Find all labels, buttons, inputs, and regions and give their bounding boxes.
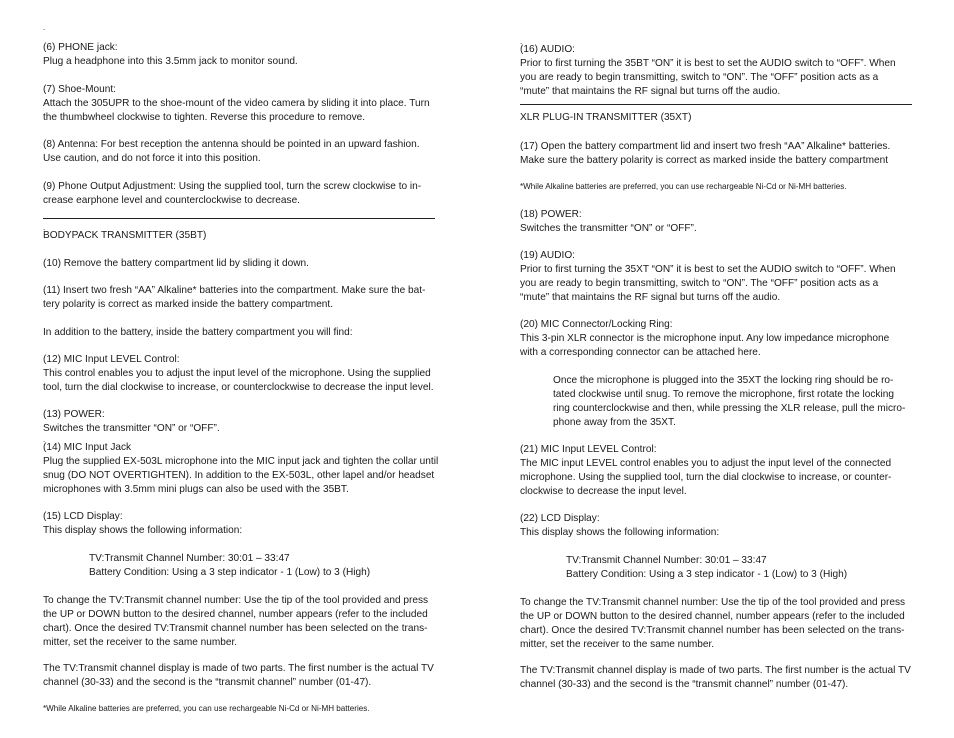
batteries-section	[520, 140, 912, 168]
lcd-section	[43, 510, 435, 538]
channel-display-section	[520, 664, 912, 692]
text-line: Switches the transmitter “ON” or “OFF”.	[43, 423, 220, 434]
text-line: The TV:Transmit channel display is made of two parts. The first number is the actual TV	[43, 663, 434, 674]
text-line: channel (30-33) and the second is the “transmit channel” number (01-47).	[43, 677, 372, 688]
shoe-mount-section	[43, 83, 435, 125]
text-line: chart). Once the desired TV:Transmit channel number has been selected on the trans-	[520, 625, 905, 636]
text-line: “mute” that maintains the RF signal but turns off the audio.	[520, 86, 781, 97]
text-line: crease earphone level and counterclockwise to decrease.	[43, 195, 300, 206]
text-line: clockwise to decrease the input level.	[520, 486, 687, 497]
in-addition-text: In addition to the battery, inside the battery compartment you will find:	[43, 327, 353, 338]
text-line: This display shows the following information:	[43, 525, 243, 536]
page-mark: .	[43, 223, 46, 232]
text-line: chart). Once the desired TV:Transmit channel number has been selected on the trans-	[43, 623, 428, 634]
text-line: (11) Insert two fresh “AA” Alkaline* batteries into the compartment. Make sure the bat-	[43, 285, 426, 296]
page-mark: .	[520, 37, 523, 46]
mic-jack-section	[43, 441, 439, 497]
text-line: Plug a headphone into this 3.5mm jack to monitor sound.	[43, 56, 298, 67]
text-line: mitter, set the receiver to the same number.	[43, 637, 238, 648]
text-line: TV:Transmit Channel Number: 30:01 – 33:47	[566, 555, 767, 566]
footnote: *While Alkaline batteries are preferred, you can use rechargeable Ni-Cd or Ni-MH batteries.	[43, 704, 370, 713]
section-divider	[43, 218, 435, 219]
text-line: Battery Condition: Using a 3 step indicator - 1 (Low) to 3 (High)	[566, 569, 848, 580]
text-line: you are ready to begin transmitting, switch to “ON”. The “OFF” position acts as a	[520, 72, 879, 83]
section-title: XLR PLUG-IN TRANSMITTER (35XT)	[520, 112, 692, 123]
text-line: “mute” that maintains the RF signal but turns off the audio.	[520, 292, 781, 303]
footnote: *While Alkaline batteries are preferred, you can use rechargeable Ni-Cd or Ni-MH batteries.	[520, 182, 847, 191]
mic-connector-section	[520, 318, 912, 360]
text-line: The TV:Transmit channel display is made of two parts. The first number is the actual TV	[520, 665, 911, 676]
mic-connector-note	[553, 374, 912, 430]
power-section	[520, 208, 912, 236]
text-line: Once the microphone is plugged into the 35XT the locking ring should be ro-	[553, 375, 894, 386]
text-line: the UP or DOWN button to the desired channel, number appears (refer to the included	[520, 611, 905, 622]
lcd-info	[89, 552, 435, 580]
text-line: This control enables you to adjust the input level of the microphone. Using the supplied	[43, 368, 431, 379]
heading: (13) POWER:	[43, 409, 105, 420]
text-line: TV:Transmit Channel Number: 30:01 – 33:47	[89, 553, 290, 564]
text-line: microphones with 3.5mm mini plugs can also be used with the 35BT.	[43, 484, 349, 495]
heading: (6) PHONE jack:	[43, 42, 118, 53]
text-line: Attach the 305UPR to the shoe-mount of the video camera by sliding it into place. Turn	[43, 98, 430, 109]
lcd-info	[566, 554, 912, 582]
text-line: you are ready to begin transmitting, switch to “ON”. The “OFF” position acts as a	[520, 278, 879, 289]
text-line: Prior to first turning the 35BT “ON” it is best to set the AUDIO switch to “OFF”. When	[520, 58, 896, 69]
audio-section	[520, 43, 912, 99]
text-line: tated clockwise until snug. To remove the microphone, first rotate the locking	[553, 389, 894, 400]
text-line: with a corresponding connector can be attached here.	[520, 347, 761, 358]
text-line: snug (DO NOT OVERTIGHTEN). In addition to the EX-503L, other lapel and/or headset	[43, 470, 435, 481]
section-title: BODYPACK TRANSMITTER (35BT)	[43, 230, 207, 241]
phone-jack-section	[43, 41, 435, 69]
page-mark: .	[43, 435, 46, 444]
mic-level-section	[520, 443, 912, 499]
heading: (19) AUDIO:	[520, 250, 575, 261]
text-line: To change the TV:Transmit channel number: Use the tip of the tool provided and press	[43, 595, 429, 606]
text-line: Plug the supplied EX-503L microphone into the MIC input jack and tighten the collar until	[43, 456, 439, 467]
text-line: tery polarity is correct as marked inside the battery compartment.	[43, 299, 334, 310]
change-channel-section	[43, 594, 435, 650]
text-line: Use caution, and do not force it into this position.	[43, 153, 261, 164]
text-line: (9) Phone Output Adjustment: Using the supplied tool, turn the screw clockwise to in-	[43, 181, 422, 192]
heading: (18) POWER:	[520, 209, 582, 220]
battery-lid-text: (10) Remove the battery compartment lid by sliding it down.	[43, 258, 309, 269]
text-line: Prior to first turning the 35XT “ON” it is best to set the AUDIO switch to “OFF”. When	[520, 264, 896, 275]
power-section	[43, 408, 435, 436]
text-line: tool, turn the dial clockwise to increase, or counterclockwise to decrease the input level.	[43, 382, 434, 393]
text-line: To change the TV:Transmit channel number: Use the tip of the tool provided and press	[520, 597, 906, 608]
section-divider	[520, 104, 912, 105]
text-line: (8) Antenna: For best reception the antenna should be pointed in an upward fashion.	[43, 139, 420, 150]
text-line: the thumbwheel clockwise to tighten. Reverse this procedure to remove.	[43, 112, 366, 123]
text-line: ring counterclockwise and then, while pressing the XLR release, pull the micro-	[553, 403, 906, 414]
heading: (7) Shoe-Mount:	[43, 84, 116, 95]
heading: (14) MIC Input Jack	[43, 442, 132, 453]
change-channel-section	[520, 596, 912, 652]
text-line: This 3-pin XLR connector is the microphone input. Any low impedance microphone	[520, 333, 890, 344]
heading: (21) MIC Input LEVEL Control:	[520, 444, 657, 455]
text-line: Make sure the battery polarity is correct as marked inside the battery compartment	[520, 155, 889, 166]
text-line: Switches the transmitter “ON” or “OFF”.	[520, 223, 697, 234]
text-line: microphone. Using the supplied tool, turn the dial clockwise to increase, or counter-	[520, 472, 892, 483]
text-line: This display shows the following information:	[520, 527, 720, 538]
channel-display-section	[43, 662, 435, 690]
text-line: channel (30-33) and the second is the “transmit channel” number (01-47).	[520, 679, 849, 690]
heading: (15) LCD Display:	[43, 511, 123, 522]
batteries-section	[43, 284, 435, 312]
antenna-section	[43, 138, 435, 166]
text-line: (17) Open the battery compartment lid and insert two fresh “AA” Alkaline* batteries.	[520, 141, 891, 152]
heading: (12) MIC Input LEVEL Control:	[43, 354, 180, 365]
text-line: the UP or DOWN button to the desired channel, number appears (refer to the included	[43, 609, 428, 620]
audio2-section	[520, 249, 912, 305]
text-line: The MIC input LEVEL control enables you to adjust the input level of the connected	[520, 458, 892, 469]
heading: (16) AUDIO:	[520, 44, 575, 55]
heading: (20) MIC Connector/Locking Ring:	[520, 319, 673, 330]
mic-level-section	[43, 353, 435, 395]
text-line: phone away from the 35XT.	[553, 417, 676, 428]
page-mark: .	[43, 23, 46, 32]
text-line: mitter, set the receiver to the same number.	[520, 639, 715, 650]
heading: (22) LCD Display:	[520, 513, 600, 524]
lcd-section	[520, 512, 912, 540]
phone-output-section	[43, 180, 435, 208]
text-line: Battery Condition: Using a 3 step indicator - 1 (Low) to 3 (High)	[89, 567, 371, 578]
